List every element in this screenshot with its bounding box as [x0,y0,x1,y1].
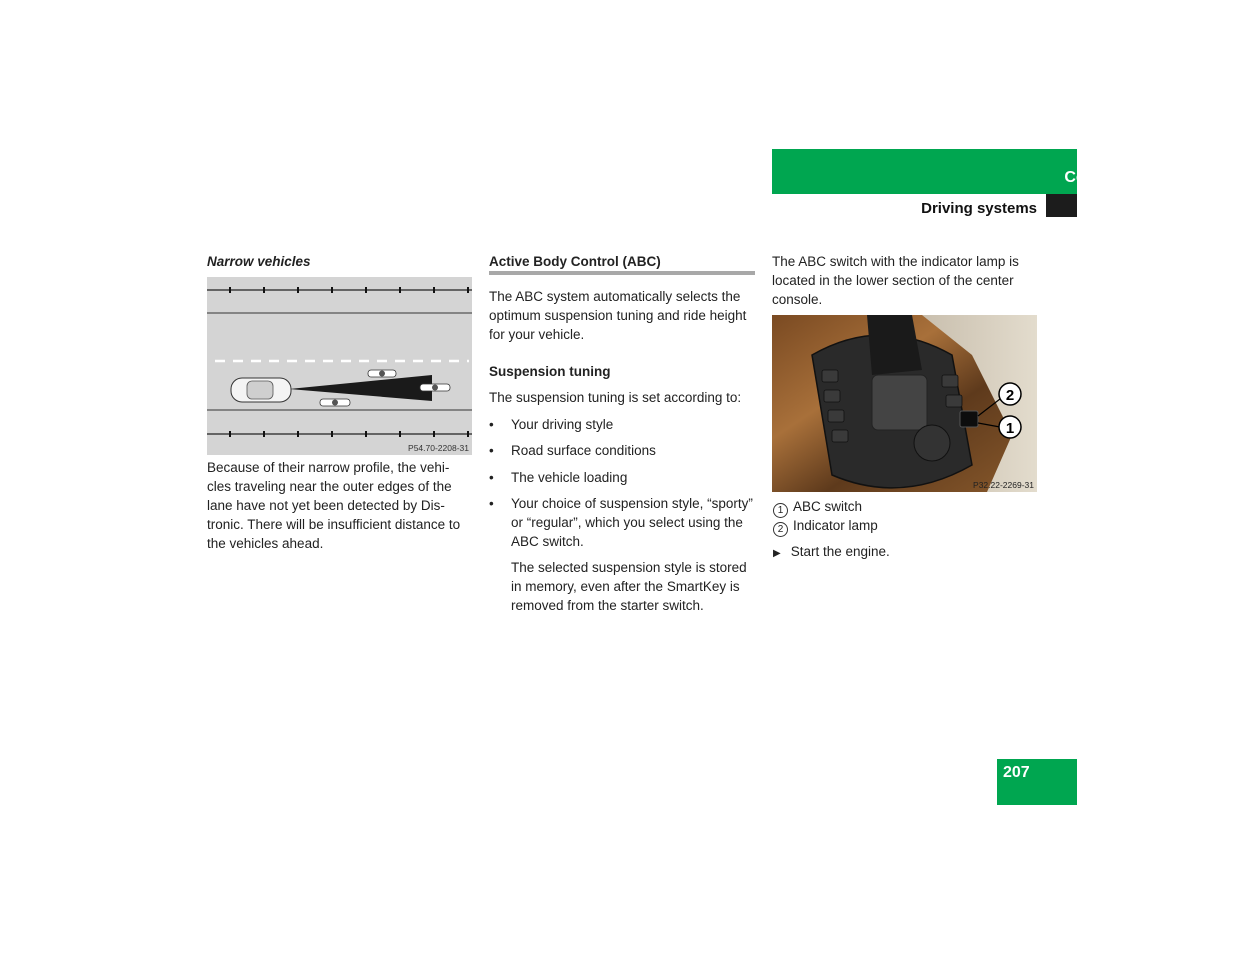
bullet-icon: • [489,470,494,485]
page-number: 207 [1003,764,1030,781]
car-shape [231,378,291,402]
subsection-title: Driving systems [921,200,1037,217]
list-item: • Your choice of suspension style, “sporty” or “regular”, which you select using the ABC switch. [489,496,753,549]
narrow-vehicles-text: Because of their narrow profile, the vehi-cles traveling near the outer edges of the lane have not yet been detected by Dis-tronic. There will be insufficient distance to the vehicles ahead. [207,460,461,551]
abc-switch-shape [960,411,978,427]
console-illustration [772,315,1037,492]
list-item: • Your driving style [489,417,614,432]
figure-code-1: P54.70-2208-31 [408,443,469,453]
list-item: • Road surface conditions [489,443,656,458]
memory-note-text: The selected suspension style is stored in memory, even after the SmartKey is removed from the starter switch. [511,560,747,613]
lane-diagram-figure [207,277,472,455]
legend-number-icon: 1 [773,503,788,518]
abc-intro-text: The ABC system automatically selects the optimum suspension tuning and ride height for your vehicle. [489,289,747,342]
gear-boot [872,375,927,430]
controller-knob [914,425,950,461]
motorcycle-upper [368,370,396,377]
list-item: • The vehicle loading [489,470,628,485]
step-arrow-icon: ▶ [773,548,781,559]
lane-diagram [207,277,472,455]
center-console-photo [772,315,1037,492]
motorcycle-lower [320,399,350,406]
legend-number-icon: 2 [773,522,788,537]
header-marker-block [1046,194,1077,217]
legend-item: 2 Indicator lamp [773,516,878,537]
svg-text:1: 1 [1005,420,1015,437]
svg-text:2: 2 [1005,387,1015,404]
section-title: Controls in detail [1064,169,1195,186]
abc-heading: Active Body Control (ABC) [489,254,661,269]
figure-code-2: P32.22-2269-31 [973,480,1034,490]
bullet-icon: • [489,417,494,432]
abc-switch-location-text: The ABC switch with the indicator lamp is located in the lower section of the center console. [772,254,1019,307]
instruction-step: ▶ Start the engine. [773,542,890,563]
legend-item: 1 ABC switch [773,497,862,518]
section-header-bar [772,149,1077,194]
bullet-icon: • [489,443,494,458]
motorcycle-center [420,384,450,391]
suspension-tuning-heading: Suspension tuning [489,364,611,379]
bullet-icon: • [489,496,494,511]
suspension-lead-text: The suspension tuning is set according to: [489,390,742,405]
heading-rule [489,271,755,275]
narrow-vehicles-heading: Narrow vehicles [207,254,311,269]
